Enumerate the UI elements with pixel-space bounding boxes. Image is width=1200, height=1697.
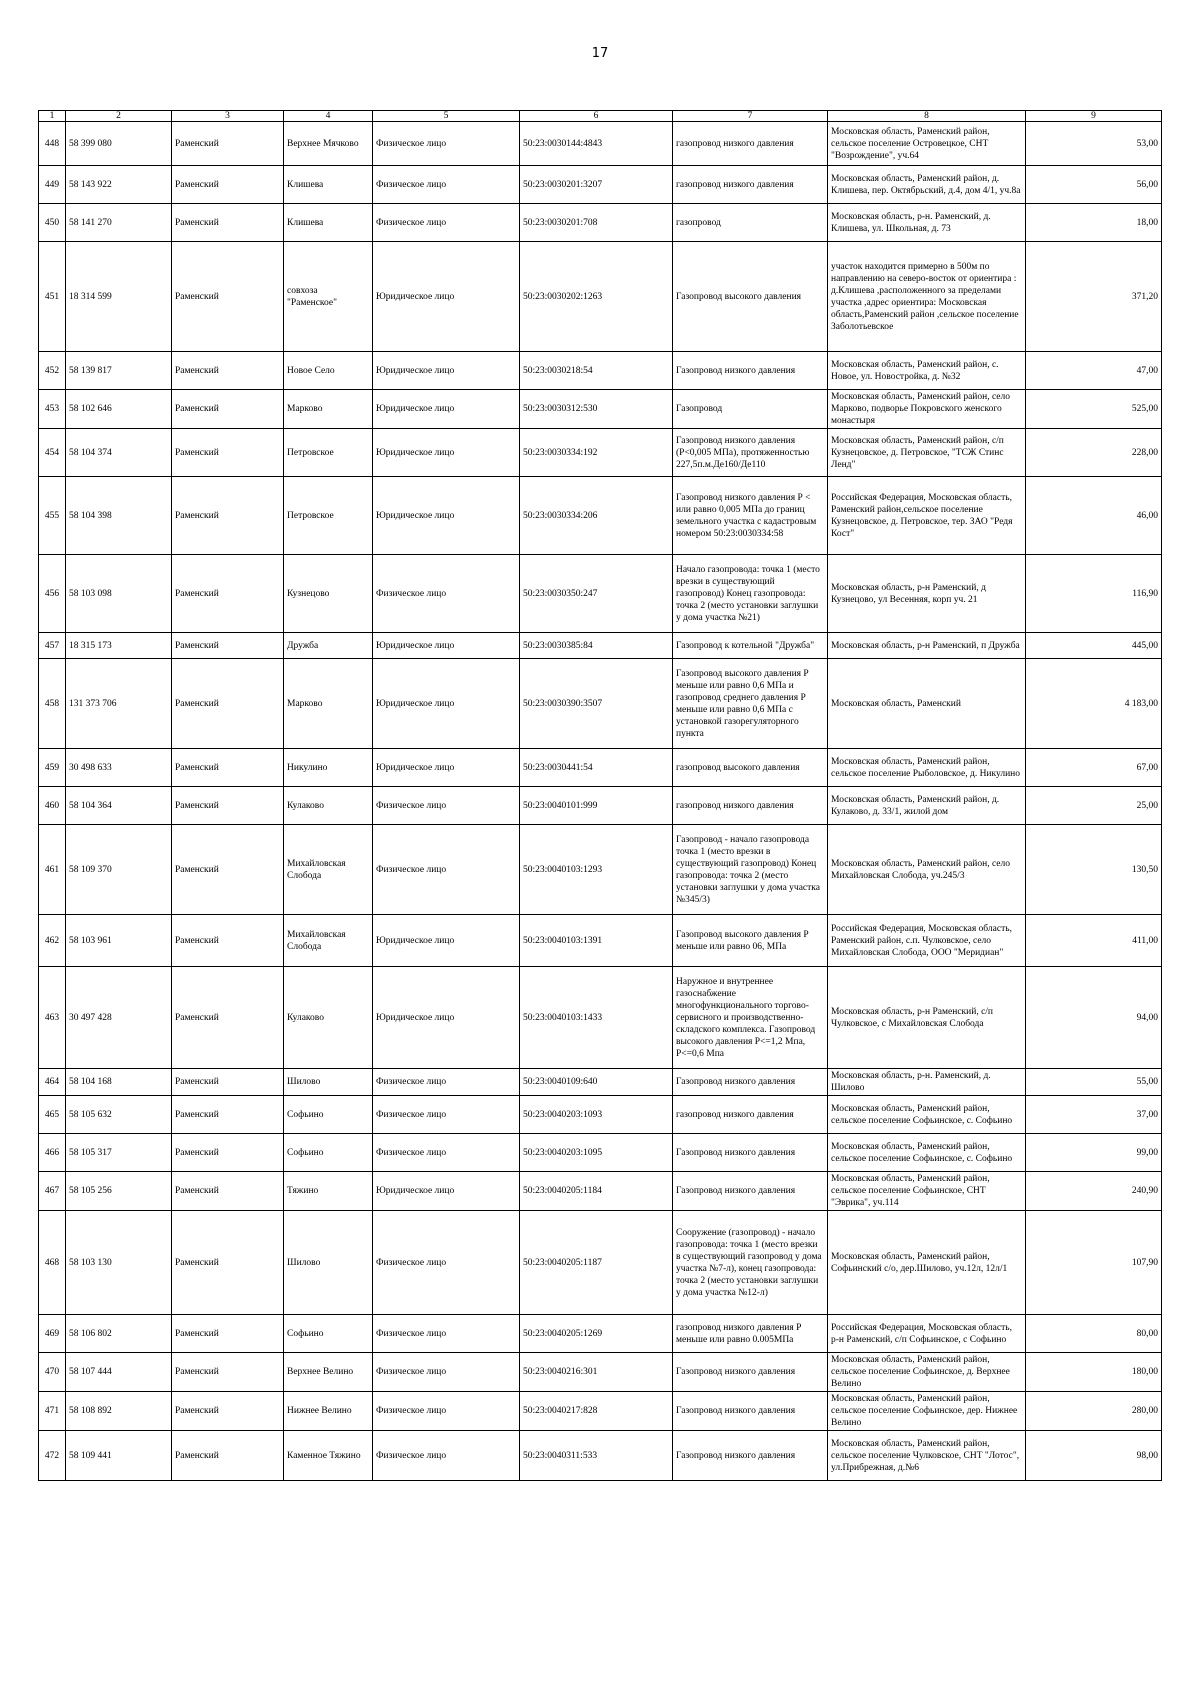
district-cell: Раменский <box>172 1315 284 1353</box>
owner-type-cell: Физическое лицо <box>373 555 520 633</box>
column-header: 5 <box>373 111 520 122</box>
value-cell: 116,90 <box>1026 555 1162 633</box>
value-cell: 525,00 <box>1026 390 1162 429</box>
district-cell: Раменский <box>172 555 284 633</box>
address-cell: участок находится примерно в 500м по направлению на северо-восток от ориентира : д.Клишева ,расположенного за пределами участка ,адрес ориентира: Московская область,Раменский район ,сельское поселение Заболотьевское <box>828 242 1026 352</box>
district-cell: Раменский <box>172 122 284 166</box>
object-code: 58 103 130 <box>66 1211 172 1315</box>
object-description-cell: газопровод низкого давления <box>673 166 828 204</box>
address-cell: Московская область, Раменский район, сельское поселение Софьинское, СНТ "Эврика", уч.114 <box>828 1172 1026 1211</box>
object-code: 18 315 173 <box>66 633 172 659</box>
cadastral-number-cell: 50:23:0040103:1433 <box>520 967 673 1069</box>
object-description-cell: Газопровод низкого давления Р < или равно 0,005 МПа до границ земельного участка с кадастровым номером 50:23:0030334:58 <box>673 477 828 555</box>
district-cell: Раменский <box>172 915 284 967</box>
row-number: 454 <box>39 429 66 477</box>
locality-cell: Нижнее Велино <box>284 1392 373 1431</box>
owner-type-cell: Физическое лицо <box>373 787 520 825</box>
table-body <box>39 122 1162 1481</box>
owner-type-cell: Физическое лицо <box>373 1134 520 1172</box>
district-cell: Раменский <box>172 166 284 204</box>
object-code: 58 104 398 <box>66 477 172 555</box>
address-cell: Московская область, Раменский район, село Марково, подворье Покровского женского монастыря <box>828 390 1026 429</box>
cadastral-number-cell: 50:23:0040103:1391 <box>520 915 673 967</box>
owner-type-cell: Юридическое лицо <box>373 967 520 1069</box>
owner-type-cell: Физическое лицо <box>373 1211 520 1315</box>
owner-type-cell: Юридическое лицо <box>373 749 520 787</box>
owner-type-cell: Физическое лицо <box>373 1096 520 1134</box>
row-number: 463 <box>39 967 66 1069</box>
owner-type-cell: Юридическое лицо <box>373 429 520 477</box>
row-number: 470 <box>39 1353 66 1392</box>
table-row <box>39 1096 1162 1134</box>
value-cell: 240,90 <box>1026 1172 1162 1211</box>
row-number: 458 <box>39 659 66 749</box>
locality-cell: Михайловская Слобода <box>284 915 373 967</box>
object-code: 58 109 370 <box>66 825 172 915</box>
object-description-cell: Газопровод высокого давления Р меньше или равно 0,6 МПа и газопровод среднего давления Р меньше или равно 0,6 МПа с установкой газорегуляторного пункта <box>673 659 828 749</box>
district-cell: Раменский <box>172 1431 284 1481</box>
cadastral-number-cell: 50:23:0040205:1184 <box>520 1172 673 1211</box>
address-cell: Московская область, р-н Раменский, с/п Чулковское, с Михайловская Слобода <box>828 967 1026 1069</box>
value-cell: 98,00 <box>1026 1431 1162 1481</box>
table-row <box>39 1392 1162 1431</box>
table-row <box>39 352 1162 390</box>
row-number: 465 <box>39 1096 66 1134</box>
locality-cell: Кулаково <box>284 967 373 1069</box>
address-cell: Московская область, Раменский район, д. Кулаково, д. 33/1, жилой дом <box>828 787 1026 825</box>
owner-type-cell: Физическое лицо <box>373 1069 520 1096</box>
cadastral-number-cell: 50:23:0030334:192 <box>520 429 673 477</box>
locality-cell: Клишева <box>284 204 373 242</box>
owner-type-cell: Юридическое лицо <box>373 390 520 429</box>
row-number: 468 <box>39 1211 66 1315</box>
table-row <box>39 1353 1162 1392</box>
value-cell: 53,00 <box>1026 122 1162 166</box>
row-number: 455 <box>39 477 66 555</box>
object-code: 58 105 256 <box>66 1172 172 1211</box>
object-description-cell: газопровод низкого давления <box>673 1096 828 1134</box>
object-code: 58 104 374 <box>66 429 172 477</box>
owner-type-cell: Физическое лицо <box>373 825 520 915</box>
locality-cell: Софьино <box>284 1096 373 1134</box>
object-description-cell: Газопровод высокого давления Р меньше или равно 06, МПа <box>673 915 828 967</box>
district-cell: Раменский <box>172 1069 284 1096</box>
locality-cell: Петровское <box>284 477 373 555</box>
table-row <box>39 633 1162 659</box>
value-cell: 4 183,00 <box>1026 659 1162 749</box>
address-cell: Московская область, р-н. Раменский, д. Клишева, ул. Школьная, д. 73 <box>828 204 1026 242</box>
table-row <box>39 1431 1162 1481</box>
district-cell: Раменский <box>172 477 284 555</box>
table-row <box>39 477 1162 555</box>
owner-type-cell: Юридическое лицо <box>373 477 520 555</box>
object-description-cell: Газопровод низкого давления <box>673 1134 828 1172</box>
row-number: 462 <box>39 915 66 967</box>
locality-cell: Верхнее Велино <box>284 1353 373 1392</box>
cadastral-number-cell: 50:23:0030350:247 <box>520 555 673 633</box>
table-row <box>39 967 1162 1069</box>
locality-cell: Верхнее Мячково <box>284 122 373 166</box>
cadastral-number-cell: 50:23:0040205:1269 <box>520 1315 673 1353</box>
object-description-cell: газопровод низкого давления <box>673 787 828 825</box>
cadastral-number-cell: 50:23:0040205:1187 <box>520 1211 673 1315</box>
value-cell: 18,00 <box>1026 204 1162 242</box>
owner-type-cell: Юридическое лицо <box>373 1172 520 1211</box>
cadastral-number-cell: 50:23:0030390:3507 <box>520 659 673 749</box>
locality-cell: Марково <box>284 390 373 429</box>
row-number: 466 <box>39 1134 66 1172</box>
table-row <box>39 166 1162 204</box>
locality-cell: Новое Село <box>284 352 373 390</box>
object-description-cell: газопровод низкого давления <box>673 122 828 166</box>
locality-cell: Петровское <box>284 429 373 477</box>
object-description-cell: Наружное и внутреннее газоснабжение многофункционального торгово-сервисного и производственно-складского комплекса. Газопровод высокого давления Р<=1,2 Мпа, Р<=0,6 Мпа <box>673 967 828 1069</box>
owner-type-cell: Юридическое лицо <box>373 242 520 352</box>
row-number: 450 <box>39 204 66 242</box>
table-row <box>39 825 1162 915</box>
address-cell: Московская область, Раменский район, сельское поселение Рыболовское, д. Никулино <box>828 749 1026 787</box>
row-number: 451 <box>39 242 66 352</box>
table-row <box>39 1172 1162 1211</box>
register-table <box>38 110 1162 1481</box>
object-code: 58 104 168 <box>66 1069 172 1096</box>
locality-cell: Марково <box>284 659 373 749</box>
row-number: 472 <box>39 1431 66 1481</box>
locality-cell: Каменное Тяжино <box>284 1431 373 1481</box>
locality-cell: совхоза "Раменское" <box>284 242 373 352</box>
column-header: 3 <box>172 111 284 122</box>
value-cell: 99,00 <box>1026 1134 1162 1172</box>
row-number: 457 <box>39 633 66 659</box>
value-cell: 47,00 <box>1026 352 1162 390</box>
value-cell: 67,00 <box>1026 749 1162 787</box>
object-code: 58 109 441 <box>66 1431 172 1481</box>
district-cell: Раменский <box>172 390 284 429</box>
address-cell: Российская Федерация, Московская область, Раменский район, с.п. Чулковское, село Михайловская Слобода, ООО "Меридиан" <box>828 915 1026 967</box>
district-cell: Раменский <box>172 1172 284 1211</box>
column-header: 8 <box>828 111 1026 122</box>
table-row <box>39 1211 1162 1315</box>
district-cell: Раменский <box>172 1353 284 1392</box>
object-code: 58 106 802 <box>66 1315 172 1353</box>
object-description-cell: Газопровод низкого давления <box>673 1353 828 1392</box>
table-row <box>39 659 1162 749</box>
object-code: 58 104 364 <box>66 787 172 825</box>
value-cell: 46,00 <box>1026 477 1162 555</box>
table-row <box>39 122 1162 166</box>
value-cell: 280,00 <box>1026 1392 1162 1431</box>
locality-cell: Никулино <box>284 749 373 787</box>
address-cell: Московская область, Раменский район, сельское поселение Софьинское, с. Софьино <box>828 1096 1026 1134</box>
locality-cell: Шилово <box>284 1069 373 1096</box>
object-description-cell: Газопровод низкого давления <box>673 1431 828 1481</box>
district-cell: Раменский <box>172 967 284 1069</box>
owner-type-cell: Юридическое лицо <box>373 915 520 967</box>
table-row <box>39 749 1162 787</box>
address-cell: Московская область, Раменский район, сельское поселение Софьинское, дер. Нижнее Велино <box>828 1392 1026 1431</box>
owner-type-cell: Физическое лицо <box>373 1315 520 1353</box>
table-row <box>39 555 1162 633</box>
value-cell: 37,00 <box>1026 1096 1162 1134</box>
value-cell: 25,00 <box>1026 787 1162 825</box>
object-code: 30 498 633 <box>66 749 172 787</box>
column-header: 9 <box>1026 111 1162 122</box>
table-row <box>39 1315 1162 1353</box>
cadastral-number-cell: 50:23:0040311:533 <box>520 1431 673 1481</box>
object-description-cell: Газопровод - начало газопровода точка 1 (место врезки в существующий газопровод) Конец газопровода: точка 2 (место установки заглушки у дома участка №345/3) <box>673 825 828 915</box>
object-description-cell: Газопровод к котельной "Дружба" <box>673 633 828 659</box>
column-header: 2 <box>66 111 172 122</box>
column-header: 7 <box>673 111 828 122</box>
object-description-cell: Газопровод <box>673 390 828 429</box>
cadastral-number-cell: 50:23:0030201:3207 <box>520 166 673 204</box>
object-code: 58 141 270 <box>66 204 172 242</box>
cadastral-number-cell: 50:23:0030334:206 <box>520 477 673 555</box>
value-cell: 180,00 <box>1026 1353 1162 1392</box>
object-description-cell: Газопровод низкого давления <box>673 1392 828 1431</box>
address-cell: Московская область, р-н Раменский, д Кузнецово, ул Весенняя, корп уч. 21 <box>828 555 1026 633</box>
locality-cell: Кузнецово <box>284 555 373 633</box>
address-cell: Российская Федерация, Московская область, Раменский район,сельское поселение Кузнецовское, д. Петровское, тер. ЗАО "Редя Кост" <box>828 477 1026 555</box>
owner-type-cell: Физическое лицо <box>373 166 520 204</box>
table-row <box>39 204 1162 242</box>
value-cell: 94,00 <box>1026 967 1162 1069</box>
object-description-cell: Газопровод низкого давления <box>673 1172 828 1211</box>
object-code: 58 107 444 <box>66 1353 172 1392</box>
object-description-cell: газопровод низкого давления Р меньше или равно 0.005МПа <box>673 1315 828 1353</box>
owner-type-cell: Юридическое лицо <box>373 659 520 749</box>
address-cell: Московская область, Раменский район, сельское поселение Островецкое, СНТ "Возрождение", уч.64 <box>828 122 1026 166</box>
row-number: 453 <box>39 390 66 429</box>
cadastral-number-cell: 50:23:0040216:301 <box>520 1353 673 1392</box>
district-cell: Раменский <box>172 204 284 242</box>
locality-cell: Тяжино <box>284 1172 373 1211</box>
object-code: 18 314 599 <box>66 242 172 352</box>
address-cell: Российская Федерация, Московская область, р-н Раменский, с/п Софьинское, с Софьино <box>828 1315 1026 1353</box>
owner-type-cell: Физическое лицо <box>373 122 520 166</box>
table-row <box>39 1134 1162 1172</box>
row-number: 460 <box>39 787 66 825</box>
district-cell: Раменский <box>172 1392 284 1431</box>
header-row <box>39 111 1162 122</box>
row-number: 459 <box>39 749 66 787</box>
district-cell: Раменский <box>172 1096 284 1134</box>
district-cell: Раменский <box>172 242 284 352</box>
cadastral-number-cell: 50:23:0030441:54 <box>520 749 673 787</box>
address-cell: Московская область, Раменский район, д. Клишева, пер. Октябрьский, д.4, дом 4/1, уч.8а <box>828 166 1026 204</box>
column-header: 1 <box>39 111 66 122</box>
object-code: 58 143 922 <box>66 166 172 204</box>
object-code: 131 373 706 <box>66 659 172 749</box>
value-cell: 107,90 <box>1026 1211 1162 1315</box>
value-cell: 56,00 <box>1026 166 1162 204</box>
address-cell: Московская область, Раменский район, с/п Кузнецовское, д. Петровское, "ТСЖ Стинс Ленд" <box>828 429 1026 477</box>
object-description-cell: Газопровод низкого давления (Р<0,005 МПа), протяженностью 227,5п.м.Дe160/Дe110 <box>673 429 828 477</box>
value-cell: 371,20 <box>1026 242 1162 352</box>
object-code: 58 105 632 <box>66 1096 172 1134</box>
locality-cell: Кулаково <box>284 787 373 825</box>
owner-type-cell: Физическое лицо <box>373 1353 520 1392</box>
column-header: 6 <box>520 111 673 122</box>
table-row <box>39 787 1162 825</box>
locality-cell: Софьино <box>284 1315 373 1353</box>
owner-type-cell: Физическое лицо <box>373 204 520 242</box>
row-number: 449 <box>39 166 66 204</box>
owner-type-cell: Физическое лицо <box>373 1431 520 1481</box>
table-row <box>39 429 1162 477</box>
page-number: 17 <box>591 46 609 61</box>
object-code: 58 139 817 <box>66 352 172 390</box>
object-code: 30 497 428 <box>66 967 172 1069</box>
district-cell: Раменский <box>172 659 284 749</box>
cadastral-number-cell: 50:23:0040203:1093 <box>520 1096 673 1134</box>
address-cell: Московская область, Раменский район, сельское поселение Софьинское, с. Софьино <box>828 1134 1026 1172</box>
table-row <box>39 242 1162 352</box>
object-code: 58 105 317 <box>66 1134 172 1172</box>
object-code: 58 103 098 <box>66 555 172 633</box>
row-number: 471 <box>39 1392 66 1431</box>
address-cell: Московская область, р-н. Раменский, д. Шилово <box>828 1069 1026 1096</box>
owner-type-cell: Юридическое лицо <box>373 352 520 390</box>
table-row <box>39 390 1162 429</box>
cadastral-number-cell: 50:23:0030201:708 <box>520 204 673 242</box>
cadastral-number-cell: 50:23:0030144:4843 <box>520 122 673 166</box>
district-cell: Раменский <box>172 429 284 477</box>
district-cell: Раменский <box>172 633 284 659</box>
cadastral-number-cell: 50:23:0030312:530 <box>520 390 673 429</box>
address-cell: Московская область, р-н Раменский, п Дружба <box>828 633 1026 659</box>
value-cell: 55,00 <box>1026 1069 1162 1096</box>
locality-cell: Дружба <box>284 633 373 659</box>
object-description-cell: газопровод <box>673 204 828 242</box>
row-number: 464 <box>39 1069 66 1096</box>
district-cell: Раменский <box>172 1211 284 1315</box>
address-cell: Московская область, Раменский район, сельское поселение Софьинское, д. Верхнее Велино <box>828 1353 1026 1392</box>
value-cell: 411,00 <box>1026 915 1162 967</box>
object-description-cell: Газопровод низкого давления <box>673 352 828 390</box>
district-cell: Раменский <box>172 825 284 915</box>
row-number: 469 <box>39 1315 66 1353</box>
object-description-cell: Сооружение (газопровод) - начало газопровода: точка 1 (место врезки в существующий газопровод у дома участка №7-л), конец газопровода: точка 2 (место установки заглушки у дома участка №12-л) <box>673 1211 828 1315</box>
district-cell: Раменский <box>172 1134 284 1172</box>
owner-type-cell: Юридическое лицо <box>373 633 520 659</box>
row-number: 461 <box>39 825 66 915</box>
cadastral-number-cell: 50:23:0030202:1263 <box>520 242 673 352</box>
locality-cell: Шилово <box>284 1211 373 1315</box>
district-cell: Раменский <box>172 787 284 825</box>
address-cell: Московская область, Раменский район, с. Новое, ул. Новостройка, д. №32 <box>828 352 1026 390</box>
address-cell: Московская область, Раменский <box>828 659 1026 749</box>
cadastral-number-cell: 50:23:0040203:1095 <box>520 1134 673 1172</box>
cadastral-number-cell: 50:23:0040217:828 <box>520 1392 673 1431</box>
cadastral-number-cell: 50:23:0030218:54 <box>520 352 673 390</box>
address-cell: Московская область, Раменский район, село Михайловская Слобода, уч.245/3 <box>828 825 1026 915</box>
locality-cell: Клишева <box>284 166 373 204</box>
table-row <box>39 915 1162 967</box>
value-cell: 228,00 <box>1026 429 1162 477</box>
cadastral-number-cell: 50:23:0040101:999 <box>520 787 673 825</box>
address-cell: Московская область, Раменский район, Софьинский с/о, дер.Шилово, уч.12л, 12л/1 <box>828 1211 1026 1315</box>
object-description-cell: газопровод высокого давления <box>673 749 828 787</box>
row-number: 452 <box>39 352 66 390</box>
object-description-cell: Газопровод высокого давления <box>673 242 828 352</box>
object-description-cell: Начало газопровода: точка 1 (место врезки в существующий газопровод) Конец газопровода: точка 2 (место установки заглушки у дома участка №21) <box>673 555 828 633</box>
object-code: 58 399 080 <box>66 122 172 166</box>
row-number: 448 <box>39 122 66 166</box>
locality-cell: Софьино <box>284 1134 373 1172</box>
cadastral-number-cell: 50:23:0040109:640 <box>520 1069 673 1096</box>
object-description-cell: Газопровод низкого давления <box>673 1069 828 1096</box>
district-cell: Раменский <box>172 352 284 390</box>
district-cell: Раменский <box>172 749 284 787</box>
object-code: 58 102 646 <box>66 390 172 429</box>
row-number: 467 <box>39 1172 66 1211</box>
value-cell: 80,00 <box>1026 1315 1162 1353</box>
value-cell: 130,50 <box>1026 825 1162 915</box>
cadastral-number-cell: 50:23:0040103:1293 <box>520 825 673 915</box>
object-code: 58 108 892 <box>66 1392 172 1431</box>
column-header: 4 <box>284 111 373 122</box>
address-cell: Московская область, Раменский район, сельское поселение Чулковское, СНТ "Лотос", ул.Прибрежная, д.№6 <box>828 1431 1026 1481</box>
row-number: 456 <box>39 555 66 633</box>
value-cell: 445,00 <box>1026 633 1162 659</box>
object-code: 58 103 961 <box>66 915 172 967</box>
locality-cell: Михайловская Слобода <box>284 825 373 915</box>
cadastral-number-cell: 50:23:0030385:84 <box>520 633 673 659</box>
owner-type-cell: Физическое лицо <box>373 1392 520 1431</box>
table-row <box>39 1069 1162 1096</box>
